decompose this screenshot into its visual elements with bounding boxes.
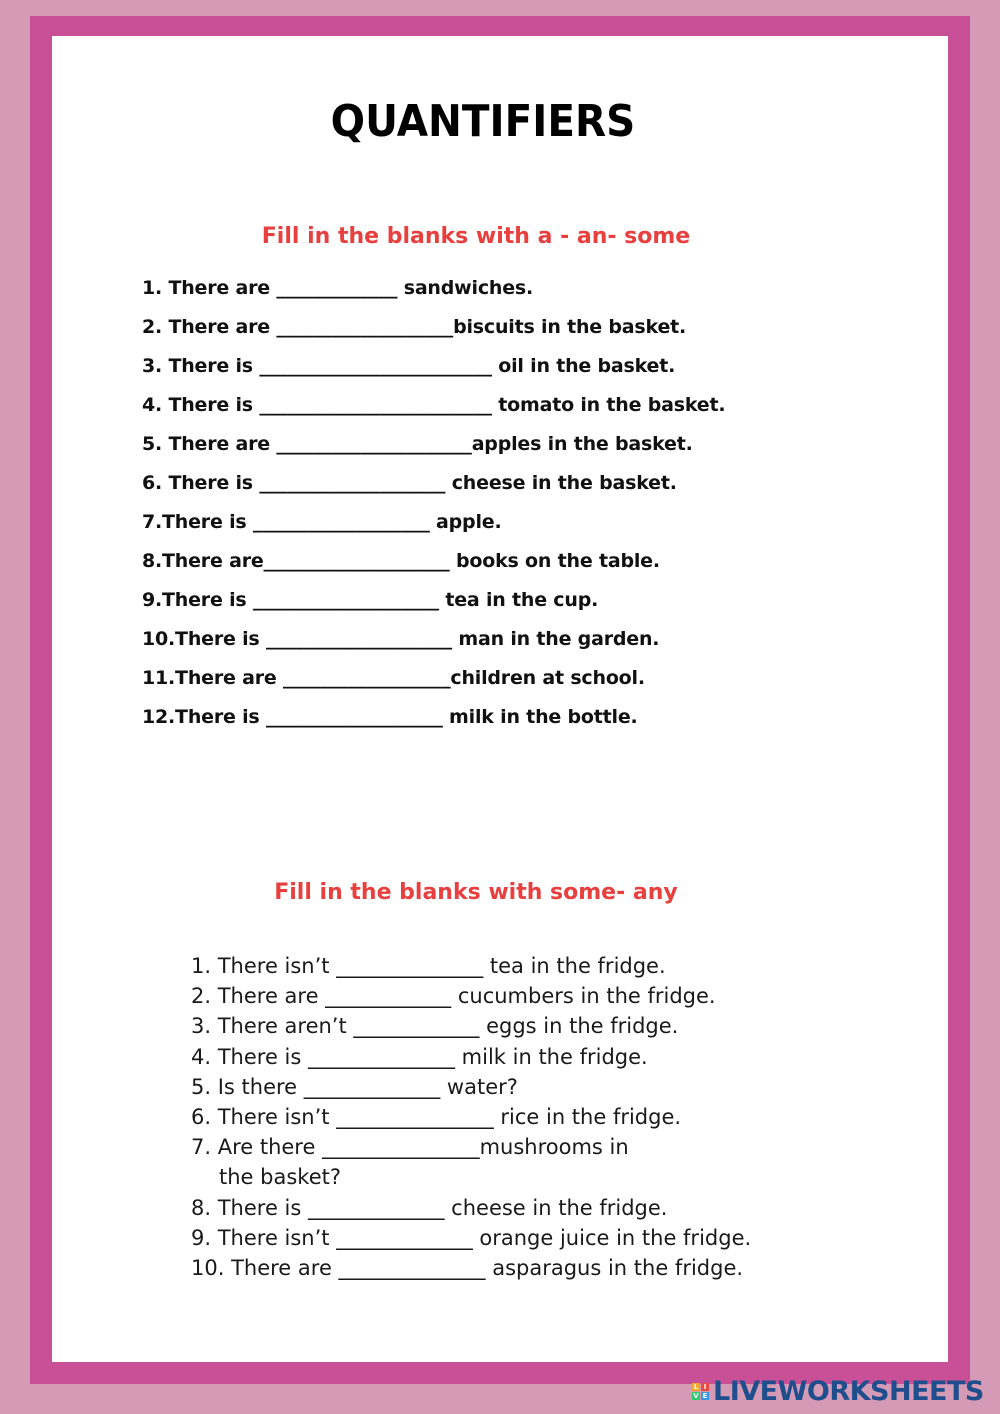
list-item: 4. There is _________________________ tomato in the basket. <box>142 394 726 416</box>
continuation-text: the basket? <box>219 1165 341 1190</box>
logo-mark-letter: L <box>693 1382 699 1391</box>
list-item: 7. Are there _______________mushrooms in <box>191 1135 629 1160</box>
list-item-continuation <box>191 1162 851 1192</box>
list-item: 10. There are ______________ asparagus in the fridge. <box>191 1256 744 1281</box>
section2-list <box>191 951 851 1283</box>
list-item: 8.There are____________________ books on the table. <box>142 550 660 572</box>
list-item: 5. There are _____________________apples in the basket. <box>142 433 693 455</box>
section1-heading: Fill in the blanks with a - an- some <box>261 224 691 249</box>
section2-heading: Fill in the blanks with some- any <box>274 880 678 905</box>
page-title: QUANTIFIERS <box>330 96 636 147</box>
list-item: 9. There isn’t _____________ orange juice in the fridge. <box>191 1225 752 1250</box>
logo-mark-icon <box>692 1383 709 1400</box>
list-item: 6. There isn’t _______________ rice in the fridge. <box>191 1105 682 1130</box>
list-item: 12.There is ___________________ milk in the bottle. <box>142 706 638 728</box>
list-item: 4. There is ______________ milk in the fridge. <box>191 1044 648 1069</box>
liveworksheets-logo[interactable] <box>692 1374 984 1408</box>
list-item: 3. There aren’t ____________ eggs in the fridge. <box>191 1014 679 1039</box>
section1-list <box>142 269 862 737</box>
list-item: 8. There is _____________ cheese in the fridge. <box>191 1195 668 1220</box>
list-item: 10.There is ____________________ man in the garden. <box>142 628 660 650</box>
logo-mark-letter: I <box>701 1383 709 1391</box>
list-item: 3. There is _________________________ oil in the basket. <box>142 355 676 377</box>
list-item: 9.There is ____________________ tea in the cup. <box>142 589 599 611</box>
list-item: 7.There is ___________________ apple. <box>142 511 502 533</box>
list-item: 1. There isn’t ______________ tea in the fridge. <box>191 954 666 978</box>
logo-mark-letter: V <box>693 1391 699 1400</box>
logo-mark-letter: E <box>702 1391 708 1400</box>
list-item: 11.There are __________________children at school. <box>142 667 645 689</box>
list-item: 1. There are _____________ sandwiches. <box>142 277 534 299</box>
list-item: 2. There are ___________________biscuits in the basket. <box>142 316 687 338</box>
list-item: 5. Is there _____________ water? <box>191 1074 518 1099</box>
list-item: 2. There are ____________ cucumbers in the fridge. <box>191 984 716 1009</box>
list-item: 6. There is ____________________ cheese in the basket. <box>142 472 677 494</box>
logo-text: LIVEWORKSHEETS <box>713 1375 984 1407</box>
